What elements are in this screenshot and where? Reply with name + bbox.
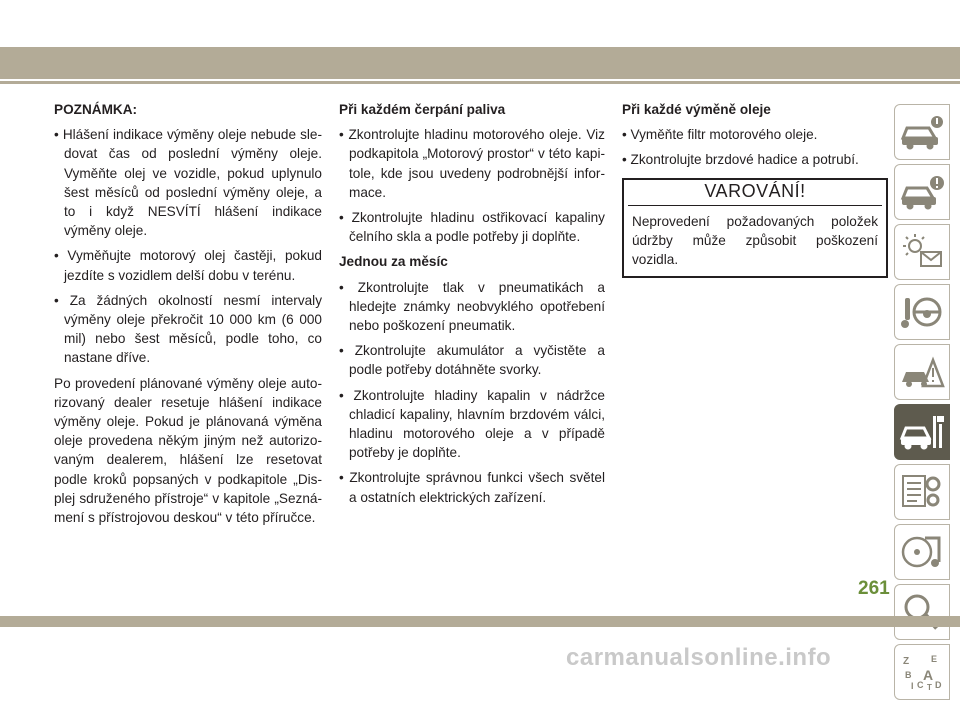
index-letters-icon: [899, 652, 945, 692]
list-item: • Zkontrolujte hladiny kapalin v nádržce chladicí kapaliny, hlavním brzdovém válci, hladinu motorového oleje a v případě potřeby je doplňte.: [339, 386, 605, 463]
section-heading-refuel: Při každém čerpání paliva: [339, 102, 506, 117]
tab-specs-gear[interactable]: [894, 464, 950, 520]
svg-text:D: D: [935, 680, 942, 690]
list-item: • Vyměňte filtr motorového oleje.: [622, 125, 888, 144]
svg-text:T: T: [927, 683, 932, 692]
section-heading-oil-change: Při každé výměně oleje: [622, 102, 771, 117]
tab-multimedia[interactable]: [894, 524, 950, 580]
list-item: • Zkontrolujte hladinu motorového oleje. Viz podkapitola „Motorový prostor“ v této kapitole, kde jsou uvedeny podrobnější informace.: [339, 125, 605, 202]
warning-box: [622, 178, 888, 279]
steering-wheel-icon: [899, 292, 945, 332]
section-heading-monthly: Jednou za měsíc: [339, 254, 448, 270]
tab-car-info[interactable]: [894, 104, 950, 160]
svg-text:I: I: [911, 681, 914, 691]
reset-paragraph: Po provedení plánované výměny oleje autorizovaný dealer resetuje hlášení indikace výměny oleje. Pokud je plánovaná výměna oleje provedena někým jiným než autorizovaným dealerem, hlášení lze resetovat podle kroků popsaných v podkapitole „Displej sdruženého přístroje“ v kapitole „Seznámení s přístrojovou deskou“ v této příručce.: [54, 375, 322, 526]
svg-text:B: B: [905, 670, 912, 680]
list-item: • Zkontrolujte hladinu ostřikovací kapaliny čelního skla a podle potřeby ji doplňte.: [339, 208, 605, 246]
column-right: [622, 100, 888, 278]
tab-lights-message[interactable]: [894, 224, 950, 280]
page-number: 261: [858, 578, 890, 599]
svg-text:C: C: [917, 680, 924, 690]
list-item: • Zkontrolujte správnou funkci všech světel a ostatních elektrických zařízení.: [339, 468, 605, 506]
header-band: [0, 47, 960, 79]
watermark: carmanualsonline.info: [566, 644, 832, 671]
header-rule: [0, 81, 960, 84]
svg-text:E: E: [931, 654, 938, 664]
car-info-icon: [899, 112, 945, 152]
car-wrench-icon: [899, 412, 945, 452]
monthly-list: [339, 278, 605, 507]
refuel-list: [339, 125, 605, 246]
list-item: • Vyměňujte motorový olej častěji, pokud jezdíte s vozidlem delší dobu v terénu.: [54, 246, 322, 284]
tab-magnifier[interactable]: [894, 584, 950, 640]
tab-roadside-triangle[interactable]: [894, 344, 950, 400]
warning-title: VAROVÁNÍ!: [628, 180, 882, 206]
list-item: • Za žádných okolností nesmí intervaly výměny oleje překročit 10 000 km (6 000 mil) nebo šest měsíců, podle toho, co nastane dříve.: [54, 291, 322, 368]
list-item: • Hlášení indikace výměny oleje nebude sledovat čas od poslední výměny oleje. Vyměňte olej ve vozidle, pokud uplynulo šest měsíců od poslední výměny oleje, a to i když NESVÍTÍ hlášení indikace výměny oleje.: [54, 125, 322, 240]
specs-gear-icon: [899, 472, 945, 512]
svg-text:Z: Z: [903, 656, 910, 667]
tab-index-letters[interactable]: [894, 644, 950, 700]
list-item: • Zkontrolujte akumulátor a vyčistěte a podle potřeby dotáhněte svorky.: [339, 341, 605, 379]
tab-steering-wheel[interactable]: [894, 284, 950, 340]
svg-text:A: A: [923, 667, 934, 683]
column-middle: [339, 100, 605, 513]
multimedia-icon: [899, 532, 945, 572]
list-item: • Zkontrolujte brzdové hadice a potrubí.: [622, 150, 888, 169]
roadside-triangle-icon: [899, 352, 945, 392]
chapter-tabs: [894, 104, 950, 704]
oil-change-list: [622, 125, 888, 169]
note-list: [54, 125, 322, 367]
tab-car-warning[interactable]: [894, 164, 950, 220]
tab-car-wrench[interactable]: [894, 404, 950, 460]
warning-text: Neprovedení požadovaných položek údržby může způsobit poškození vozidla.: [632, 213, 878, 268]
car-warning-icon: [899, 172, 945, 212]
footer-band: [0, 616, 960, 627]
column-left: [54, 100, 322, 532]
note-heading: POZNÁMKA:: [54, 102, 138, 117]
lights-message-icon: [899, 232, 945, 272]
list-item: • Zkontrolujte tlak v pneumatikách a hledejte známky neobvyklého opotřebení nebo poškození pneumatik.: [339, 278, 605, 336]
